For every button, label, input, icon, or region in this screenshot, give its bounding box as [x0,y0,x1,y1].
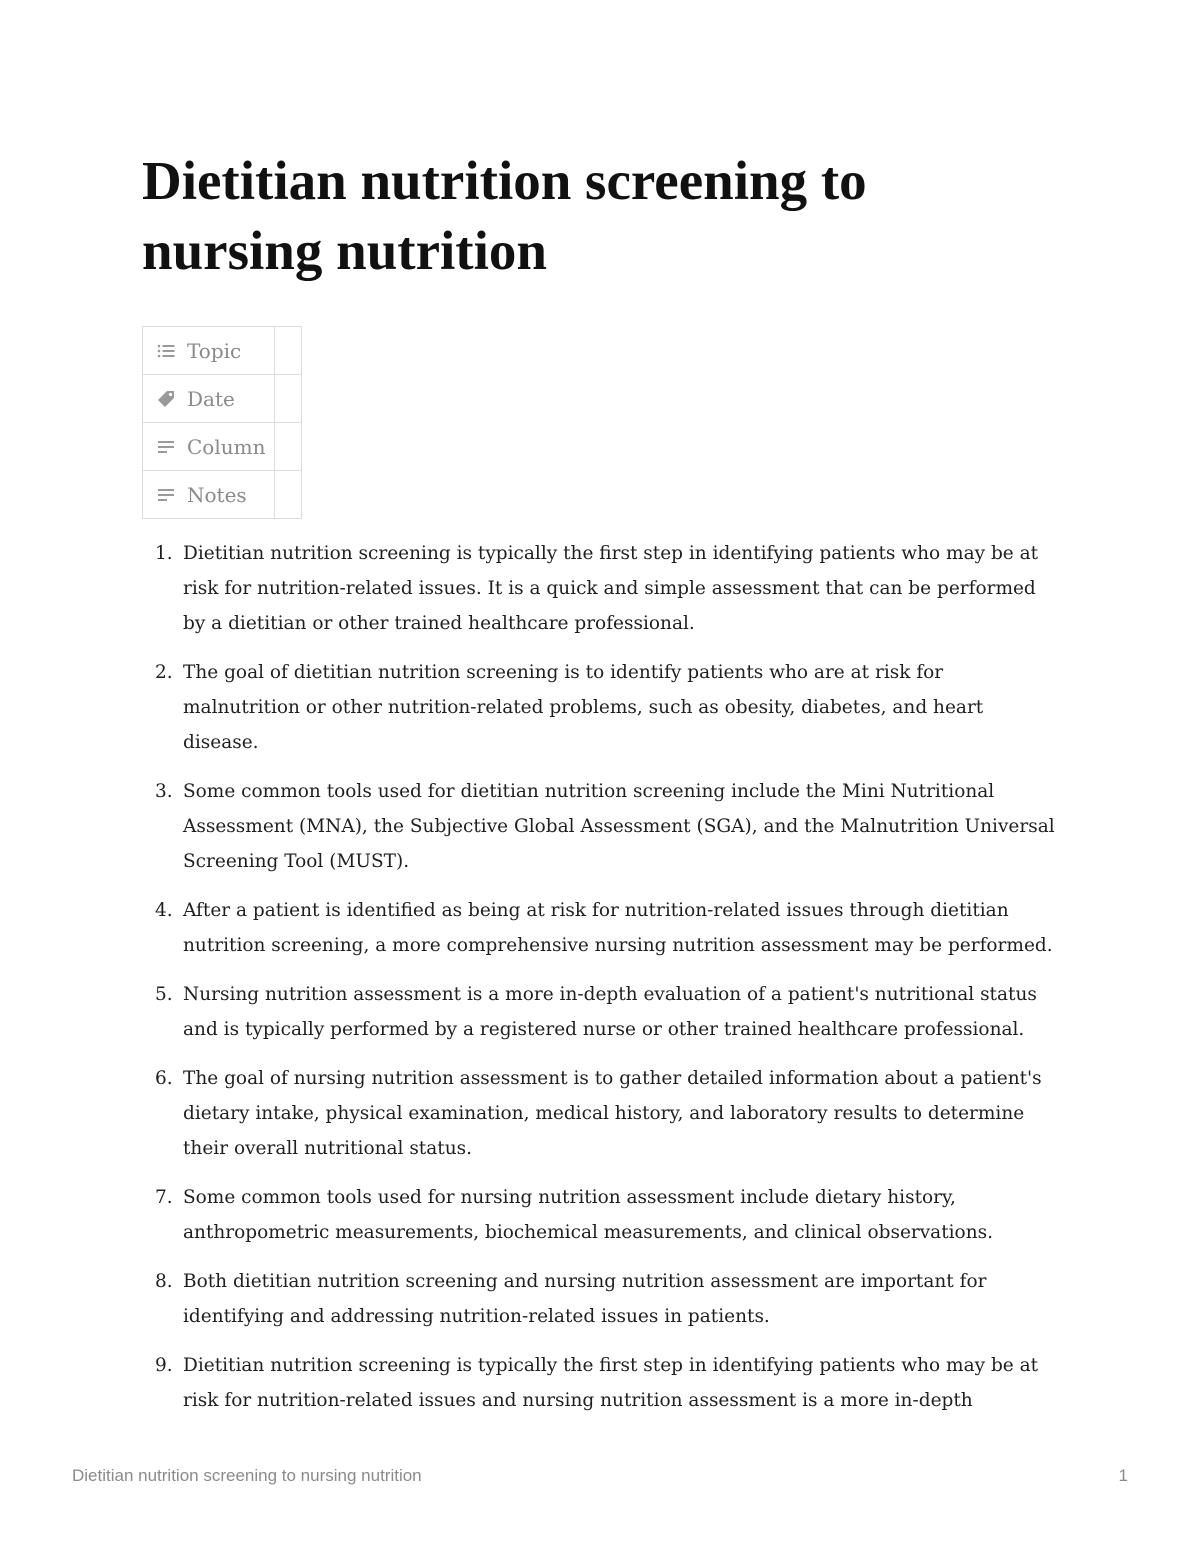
property-row-notes [143,471,302,519]
list-item-number: 6. [155,1068,173,1089]
list-item-number: 9. [155,1355,173,1376]
list-item-text: Dietitian nutrition screening is typically the first step in identifying patients who may be at risk for nutrition-related issues and nursing nutrition assessment is a more in-depth [183,1355,1039,1411]
property-row-topic [143,327,302,375]
list-item-number: 1. [155,543,173,564]
property-value-topic[interactable] [275,327,302,375]
list-item-text: The goal of dietitian nutrition screening is to identify patients who are at risk for malnutrition or other nutrition-related problems, such as obesity, diabetes, and heart disease. [183,662,984,753]
list-item [142,774,1062,879]
page-number: 1 [1118,1466,1128,1485]
list-item-text: Dietitian nutrition screening is typically the first step in identifying patients who may be at risk for nutrition-related issues. It is a quick and simple assessment that can be performed by a dietitian or other trained healthcare professional. [183,543,1039,634]
list-item [142,977,1062,1047]
footer-title: Dietitian nutrition screening to nursing nutrition [72,1466,422,1485]
numbered-list [142,536,1062,1432]
list-item-text: Some common tools used for nursing nutrition assessment include dietary history, anthropometric measurements, biochemical measurements, and clinical observations. [183,1187,993,1243]
list-item-text: After a patient is identified as being at risk for nutrition-related issues through dietitian nutrition screening, a more comprehensive nursing nutrition assessment may be performed. [183,900,1053,956]
list-icon [156,341,176,361]
property-name-notes[interactable] [143,483,274,507]
list-item [142,893,1062,963]
property-label: Topic [187,338,242,363]
list-item-number: 2. [155,662,173,683]
property-label: Column [187,434,266,459]
property-label: Notes [187,482,247,507]
list-item [142,1264,1062,1334]
property-label: Date [187,386,235,411]
list-item-number: 7. [155,1187,173,1208]
text-lines-icon [156,485,176,505]
property-name-column[interactable] [143,435,274,459]
list-item-text: Both dietitian nutrition screening and nursing nutrition assessment are important for identifying and addressing nutrition-related issues in patients. [183,1271,987,1327]
list-item-text: The goal of nursing nutrition assessment is to gather detailed information about a patient's dietary intake, physical examination, medical history, and laboratory results to determine their overall nutritional status. [183,1068,1042,1159]
text-lines-icon [156,437,176,457]
list-item-text: Some common tools used for dietitian nutrition screening include the Mini Nutritional Assessment (MNA), the Subjective Global Assessment (SGA), and the Malnutrition Universal Screening Tool (MUST). [183,781,1055,872]
list-item-number: 3. [155,781,173,802]
list-item-number: 8. [155,1271,173,1292]
property-name-topic[interactable] [143,339,274,363]
list-item [142,1180,1062,1250]
list-item [142,655,1062,760]
property-name-date[interactable] [143,387,274,411]
list-item [142,1348,1062,1418]
list-item-number: 4. [155,900,173,921]
property-value-notes[interactable] [275,471,302,519]
property-value-column[interactable] [275,423,302,471]
list-item-number: 5. [155,984,173,1005]
tag-icon [156,389,176,409]
property-value-date[interactable] [275,375,302,423]
list-item [142,536,1062,641]
properties-table [142,326,302,519]
property-row-date [143,375,302,423]
property-row-column [143,423,302,471]
list-item [142,1061,1062,1166]
page-title: Dietitian nutrition screening to nursing nutrition [142,150,867,281]
list-item-text: Nursing nutrition assessment is a more in-depth evaluation of a patient's nutritional status and is typically performed by a registered nurse or other trained healthcare professional. [183,984,1037,1040]
